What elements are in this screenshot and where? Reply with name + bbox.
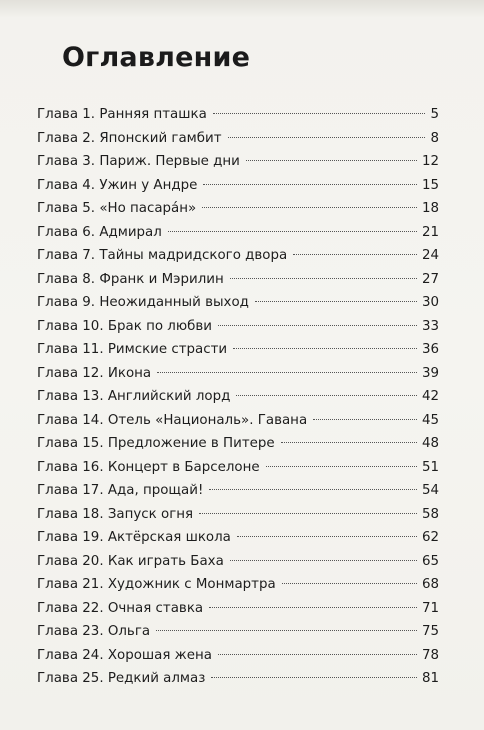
page-top-shadow [0,0,484,18]
toc-entry-title: Глава 23. Ольга [37,624,151,639]
toc-entry-leader-dots [209,607,417,608]
toc-entry-page-number: 71 [421,600,439,616]
toc-entry-page-number: 75 [421,624,439,639]
toc-entry-title: Глава 2. Японский гамбит [37,130,222,146]
toc-entry-page-number: 30 [421,295,439,310]
toc-entry-page-number: 58 [421,506,439,522]
toc-entry-leader-dots [246,160,417,161]
toc-entry-title: Глава 5. «Но пасара́н» [37,201,197,216]
toc-entry-title: Глава 13. Английский лорд [37,389,231,404]
toc-entry [37,550,439,574]
toc-entry [37,526,439,550]
toc-entry [37,620,439,644]
toc-entry-leader-dots [203,184,417,185]
toc-entry [37,150,439,174]
toc-entry [37,385,439,409]
toc-entry [37,432,439,456]
toc-entry-page-number: 36 [421,342,439,357]
toc-entry-title: Глава 21. Художник с Монмартра [37,577,276,592]
toc-entry-leader-dots [313,419,417,420]
toc-entry-title: Глава 1. Ранняя пташка [37,107,207,122]
toc-entry-title: Глава 15. Предложение в Питере [37,436,275,451]
toc-entry-page-number: 45 [421,412,439,428]
toc-entry [37,103,439,127]
toc-entry-leader-dots [237,536,417,537]
toc-entry-leader-dots [218,325,417,326]
toc-entry-leader-dots [236,395,417,396]
toc-entry-title: Глава 14. Отель «Националь». Гавана [37,412,308,428]
toc-entry-page-number: 68 [421,577,439,592]
toc-entry-page-number: 48 [421,436,439,451]
toc-entry [37,362,439,386]
toc-entry-leader-dots [255,301,417,302]
toc-entry-leader-dots [281,442,417,443]
toc-entry [37,244,439,268]
toc-entry-leader-dots [209,489,417,490]
toc-entry [37,221,439,245]
toc-entry-title: Глава 9. Неожиданный выход [37,295,249,310]
toc-entry-page-number: 21 [421,224,439,240]
toc-entry-page-number: 24 [421,248,439,263]
toc-entry [37,315,439,339]
toc-entry-page-number: 27 [421,271,439,287]
toc-entry-page-number: 5 [430,107,439,122]
toc-list [37,103,439,691]
toc-entry [37,597,439,621]
toc-entry-title: Глава 11. Римские страсти [37,342,228,357]
toc-entry-title: Глава 24. Хорошая жена [37,647,212,663]
toc-entry [37,409,439,433]
toc-entry-title: Глава 19. Актёрская школа [37,530,231,545]
toc-entry [37,127,439,151]
toc-entry-leader-dots [211,677,417,678]
toc-entry-leader-dots [266,466,417,467]
toc-entry-title: Глава 6. Адмирал [37,224,162,240]
toc-entry-page-number: 18 [421,201,439,216]
toc-entry-page-number: 42 [421,389,439,404]
toc-entry-leader-dots [213,113,426,114]
toc-entry-title: Глава 25. Редкий алмаз [37,671,206,686]
toc-entry-leader-dots [168,231,417,232]
toc-entry-title: Глава 22. Очная ставка [37,600,204,616]
toc-entry-title: Глава 7. Тайны мадридского двора [37,248,288,263]
toc-entry-leader-dots [293,254,417,255]
toc-entry [37,291,439,315]
toc-entry-leader-dots [282,583,417,584]
toc-entry-leader-dots [218,654,417,655]
toc-entry-page-number: 15 [421,177,439,193]
toc-entry-leader-dots [157,372,417,373]
toc-entry-page-number: 12 [421,154,439,169]
toc-entry-title: Глава 18. Запуск огня [37,506,194,522]
toc-entry-title: Глава 10. Брак по любви [37,318,212,334]
toc-entry [37,644,439,668]
toc-entry-title: Глава 4. Ужин у Андре [37,177,198,193]
toc-entry [37,268,439,292]
toc-entry [37,456,439,480]
toc-entry-leader-dots [230,560,417,561]
toc-entry [37,197,439,221]
toc-entry-leader-dots [233,348,417,349]
toc-entry-title: Глава 12. Икона [37,365,152,381]
toc-entry [37,573,439,597]
toc-entry-page-number: 51 [421,459,439,475]
toc-entry-page-number: 62 [421,530,439,545]
toc-entry [37,667,439,691]
toc-entry-title: Глава 17. Ада, прощай! [37,483,204,498]
toc-entry-leader-dots [230,278,417,279]
toc-entry [37,338,439,362]
toc-entry-page-number: 8 [430,130,439,146]
toc-entry-title: Глава 8. Франк и Мэрилин [37,271,224,287]
toc-entry-title: Глава 3. Париж. Первые дни [37,154,240,169]
toc-entry [37,479,439,503]
toc-entry-page-number: 39 [421,365,439,381]
toc-entry [37,503,439,527]
toc-entry-leader-dots [228,137,426,138]
toc-entry-title: Глава 20. Как играть Баха [37,553,224,569]
toc-entry-page-number: 54 [421,483,439,498]
toc-entry-leader-dots [202,207,417,208]
toc-entry-leader-dots [156,630,417,631]
toc-entry [37,174,439,198]
toc-entry-page-number: 78 [421,647,439,663]
toc-entry-title: Глава 16. Концерт в Барселоне [37,459,260,475]
toc-entry-leader-dots [199,513,417,514]
toc-entry-page-number: 33 [421,318,439,334]
toc-entry-page-number: 81 [421,671,439,686]
toc-entry-page-number: 65 [421,553,439,569]
toc-heading: Оглавление [62,42,251,73]
